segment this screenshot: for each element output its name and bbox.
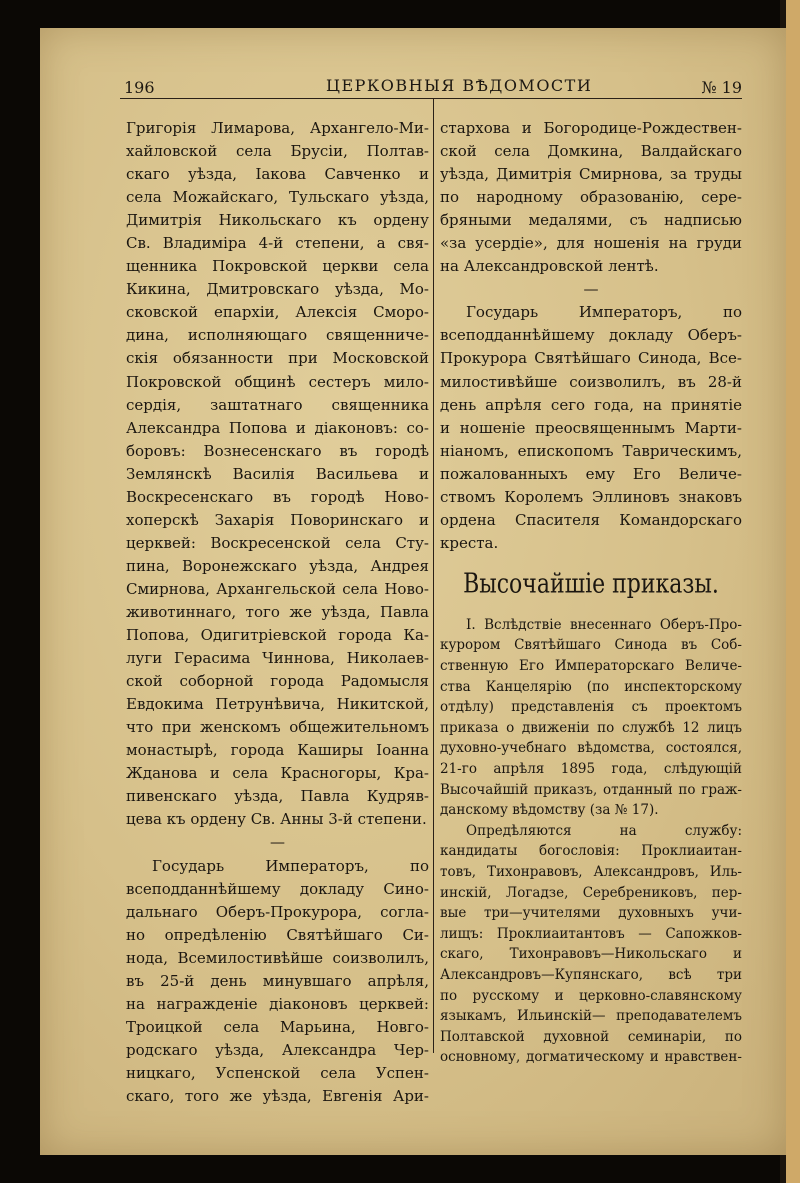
text-line: Высочайшій приказъ, отданный по граж- [440, 781, 742, 798]
text-line: Государь Императоръ, по [466, 303, 742, 322]
right-column-bottom-text [440, 615, 742, 1068]
right-column [440, 117, 742, 1068]
text-line: Землянскѣ Василія Васильева и [126, 464, 429, 483]
text-line: дина, исполняющаго священниче- [126, 326, 429, 345]
text-line: Попова, Одигитріевской города Ка- [126, 626, 429, 645]
text-line: на награжденіе діаконовъ церквей: [126, 994, 429, 1013]
page-number: 196 [124, 78, 155, 97]
text-line: пина, Воронежскаго уѣзда, Андрея [126, 556, 429, 575]
background-right-strip [786, 0, 800, 1183]
text-line: животиннаго, того же уѣзда, Павла [126, 602, 429, 621]
text-line: курором Святѣйшаго Синода въ Соб- [440, 637, 742, 654]
text-line: Смирнова, Архангельской села Ново- [126, 579, 429, 598]
text-line: скаго, Тихонравовъ—Никольскаго и [440, 946, 742, 963]
text-line: креста. [440, 533, 499, 552]
text-line: духовно-учебнаго вѣдомства, состоялся, [440, 740, 742, 757]
text-line: скаго, того же уѣзда, Евгенія Ари- [126, 1086, 429, 1105]
section-separator: — [270, 833, 285, 852]
text-line: Александра Попова и діаконовъ: со- [126, 418, 429, 437]
text-line: по народному образованію, сере- [440, 188, 742, 207]
text-line: церквей: Воскресенской села Сту- [126, 533, 429, 552]
text-line: отдѣлу) представленія съ проектомъ [440, 699, 742, 716]
text-line: скаго уѣзда, Іакова Савченко и [126, 165, 429, 184]
text-line: всеподданнѣйшему докладу Сино- [126, 879, 429, 898]
text-line: вые три—учителями духовныхъ учи- [440, 905, 742, 922]
text-line: Евдокима Петрунѣвича, Никитской, [126, 695, 429, 714]
text-line: инскій, Логадзе, Серебрениковъ, пер- [440, 884, 742, 901]
text-line: Александровъ—Купянскаго, всѣ три [440, 966, 742, 983]
text-line: хайловской села Брусіи, Полтав- [126, 142, 429, 161]
text-line: I. Вслѣдствіе внесеннаго Оберъ-Про- [466, 616, 742, 633]
text-line: ства Канцелярію (по инспекторскому [440, 678, 742, 695]
text-line: щенника Покровской церкви села [126, 257, 429, 276]
text-line: хоперскѣ Захарія Поворинскаго и [126, 510, 429, 529]
text-line: монастырѣ, города Каширы Іоанна [126, 741, 429, 760]
issue-number: № 19 [701, 78, 742, 97]
section-separator: — [583, 280, 599, 299]
journal-title: ЦЕРКОВНЫЯ ВѢДОМОСТИ [326, 76, 593, 95]
text-line: села Можайскаго, Тульскаго уѣзда, [126, 188, 429, 207]
column-divider [433, 98, 434, 1053]
text-line: луги Герасима Чиннова, Николаев- [126, 649, 429, 668]
text-line: уѣзда, Димитрія Смирнова, за труды [440, 165, 742, 184]
text-line: Св. Владиміра 4-й степени, а свя- [126, 234, 429, 253]
text-line: ніаномъ, епископомъ Таврическимъ, [440, 441, 742, 460]
text-line: бряными медалями, съ надписью [440, 211, 742, 230]
header-rule [120, 98, 742, 99]
text-line: стархова и Богородице-Рождествен- [440, 119, 742, 137]
text-line: основному, догматическому и нравствен- [440, 1049, 742, 1066]
text-line: на Александровской лентѣ. [440, 257, 659, 276]
text-line: лищъ: Проклиаитантовъ — Сапожков- [440, 925, 742, 942]
running-header [120, 72, 742, 102]
text-line: что при женскомъ общежительномъ [126, 718, 429, 737]
text-line: Григорія Лимарова, Архангело-Ми- [126, 119, 429, 137]
text-line: ствомъ Королемъ Эллиновъ знаковъ [440, 487, 742, 506]
text-line: 21-го апрѣля 1895 года, слѣдующій [440, 761, 742, 778]
text-line: кандидаты богословія: Проклиаитан- [440, 843, 742, 860]
text-line: ордена Спасителя Командорскаго [440, 510, 742, 529]
text-line: «за усердіе», для ношенія на груди [440, 234, 742, 253]
text-line: родскаго уѣзда, Александра Чер- [126, 1040, 429, 1059]
right-column-top-text [440, 117, 742, 555]
text-line: ской соборной города Радомысля [126, 672, 429, 691]
text-line: языкамъ, Ильинскій— преподавателемъ [440, 1008, 742, 1025]
text-line: сковской епархіи, Алексія Сморо- [126, 303, 429, 322]
text-line: но опредѣленію Святѣйшаго Си- [126, 925, 429, 944]
text-line: по русскому и церковно-славянскому [440, 987, 742, 1004]
text-line: Троицкой села Марьина, Новго- [126, 1017, 429, 1036]
text-line: данскому вѣдомству (за № 17). [440, 802, 659, 819]
text-line: всеподданнѣйшему докладу Оберъ- [440, 326, 742, 345]
text-line: Кикина, Дмитровскаго уѣзда, Мо- [126, 280, 429, 299]
text-line: скія обязанности при Московской [126, 349, 429, 368]
text-line: ственную Его Императорскаго Величе- [440, 658, 742, 675]
text-line: Прокурора Святѣйшаго Синода, Все- [440, 349, 742, 368]
text-line: приказа о движеніи по службѣ 12 лицъ [440, 719, 742, 736]
text-line: пивенскаго уѣзда, Павла Кудряв- [126, 787, 429, 806]
text-line: Димитрія Никольскаго къ ордену [126, 211, 429, 230]
text-line: дальнаго Оберъ-Прокурора, согла- [126, 902, 429, 921]
text-line: товъ, Тихонравовъ, Александровъ, Иль- [440, 864, 742, 881]
left-column [126, 117, 429, 1108]
text-line: милостивѣйше соизволилъ, въ 28-й [440, 372, 742, 391]
text-line: Покровской общинѣ сестеръ мило- [126, 372, 429, 391]
text-line: Государь Императоръ, по [152, 856, 429, 875]
text-line: нода, Всемилостивѣйше соизволилъ, [126, 948, 429, 967]
text-line: Опредѣляются на службу: [466, 822, 742, 839]
text-line: Жданова и села Красногоры, Кра- [126, 764, 429, 783]
text-line: ницкаго, Успенской села Успен- [126, 1063, 429, 1082]
text-line: ской села Домкина, Валдайскаго [440, 142, 742, 161]
text-line: въ 25-й день минувшаго апрѣля, [126, 971, 429, 990]
text-line: цева къ ордену Св. Анны 3-й степени. [126, 810, 427, 829]
text-line: и ношеніе преосвященнымъ Марти- [440, 418, 742, 437]
text-line: день апрѣля сего года, на принятіе [440, 395, 742, 414]
text-line: боровъ: Вознесенскаго въ городѣ [126, 441, 429, 460]
text-line: Полтавской духовной семинаріи, по [440, 1028, 742, 1045]
text-line: пожалованныхъ ему Его Величе- [440, 464, 742, 483]
text-line: Воскресенскаго въ городѣ Ново- [126, 487, 429, 506]
section-heading: Высочайшіе приказы. [463, 568, 719, 600]
text-line: сердія, заштатнаго священника [126, 395, 429, 414]
